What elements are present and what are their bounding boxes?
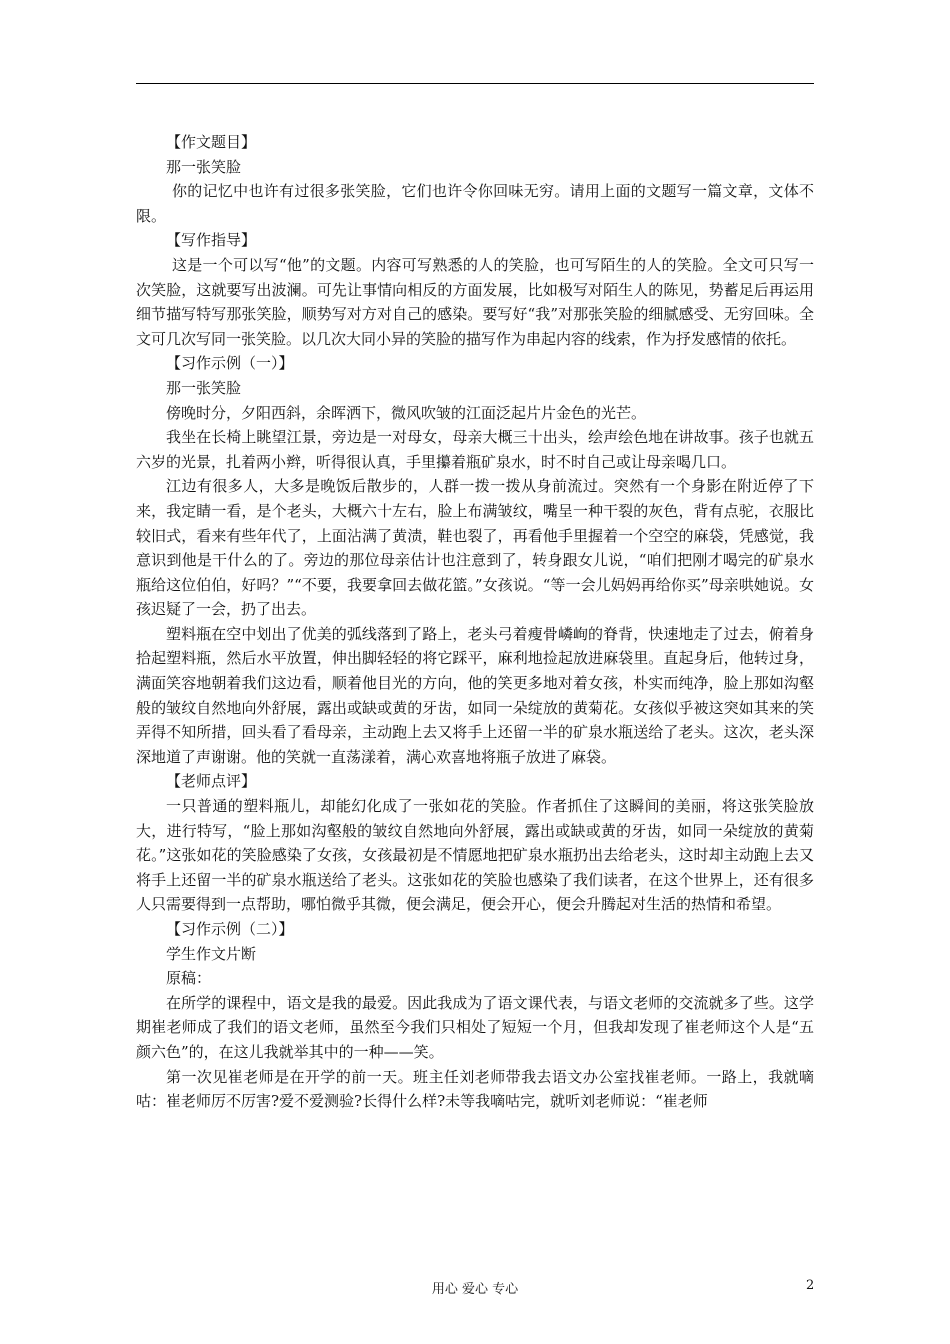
page-number: 2 (806, 1278, 815, 1293)
paragraph: 傍晚时分，夕阳西斜，余晖洒下，微风吹皱的江面泛起片片金色的光芒。 (166, 403, 647, 422)
section-heading: 【习作示例（一）】 (166, 354, 294, 373)
paragraph: 在所学的课程中，语文是我的最爱。因此我成为了语文课代表，与语文老师的交流就多了些。这学期崔老师成了我们的语文老师，虽然至今我们只相处了短短一个月，但我却发现了崔老师这个人是“五颜六色”的，在这儿我就举其中的一种——笑。 (136, 993, 814, 1061)
header-rule (136, 83, 814, 84)
section-heading: 【习作示例（二）】 (166, 920, 294, 938)
paragraph: 你的记忆中也许有过很多张笑脸，它们也许令你回味无穷。请用上面的文题写一篇文章，文体不限。 (136, 182, 814, 225)
paragraph: 一只普通的塑料瓶儿，却能幻化成了一张如花的笑脸。作者抓住了这瞬间的美丽，将这张笑脸放大，进行特写，“脸上那如沟壑般的皱纹自然地向外舒展，露出或缺或黄的牙齿，如同一朵绽放的黄菊花。”这张如花的笑脸感染了女孩，女孩最初是不情愿地把矿泉水瓶扔出去给老头，这时却主动跑上去又将手上还留一半的矿泉水瓶送给了老头。这张如花的笑脸也感染了我们读者，在这个世界上，还有很多人只需要得到一点帮助，哪怕微乎其微，便会满足，便会开心，便会升腾起对生活的热情和希望。 (136, 797, 814, 914)
paragraph: 我坐在长椅上眺望江景，旁边是一对母女，母亲大概三十出头，绘声绘色地在讲故事。孩子也就五六岁的光景，扎着两小辫，听得很认真，手里攥着瓶矿泉水，时不时自己或让母亲喝几口。 (136, 428, 814, 471)
title-line: 那一张笑脸 (166, 157, 242, 176)
paragraph: 塑料瓶在空中划出了优美的弧线落到了路上，老头弓着瘦骨嶙峋的脊背，快速地走了过去，俯着身拾起塑料瓶，然后水平放置，伸出脚轻轻的将它踩平，麻利地捡起放进麻袋里。直起身后，他转过身，满面笑容地朝着我们这边看，顺着他目光的方向，他的笑更多地对着女孩，朴实而纯净，脸上那如沟壑般的皱纹自然地向外舒展，露出或缺或黄的牙齿，如同一朵绽放的黄菊花。女孩似乎被这突如其来的笑弄得不知所措，回头看了看母亲，主动跑上去又将手上还留一半的矿泉水瓶送给了老头。这次，老头深深地道了声谢谢。他的笑就一直荡漾着，满心欢喜地将瓶子放进了麻袋。 (136, 624, 814, 766)
section-heading: 【老师点评】 (166, 772, 257, 791)
section-heading: 【作文题目】 (166, 133, 257, 151)
subtitle-line: 学生作文片断 (166, 944, 257, 963)
section-heading: 【写作指导】 (166, 231, 257, 250)
essay-title: 那一张笑脸 (166, 378, 242, 397)
paragraph: 这是一个可以写“他”的文题。内容可写熟悉的人的笑脸，也可写陌生的人的笑脸。全文可只写一次笑脸，这就要写出波澜。可先让事情向相反的方面发展，比如极写对陌生人的陈见，势蓄足后再运用细节描写特写那张笑脸，顺势写对方对自己的感染。要写好“我”对那张笑脸的细腻感受、无穷回味。全文可几次写同一张笑脸。以几次大同小异的笑脸的描写作为串起内容的线索，作为抒发感情的依托。 (136, 255, 814, 348)
paragraph: 江边有很多人，大多是晚饭后散步的，人群一拨一拨从身前流过。突然有一个身影在附近停了下来，我定睛一看，是个老头，大概六十左右，脸上布满皱纹，嘴呈一种干裂的灰色，背有点驼，衣服比较旧式，看来有些年代了，上面沾满了黄渍，鞋也裂了，再看他手里握着一个空空的麻袋，凭感觉，我意识到他是干什么的了。旁边的那位母亲估计也注意到了，转身跟女儿说，“咱们把刚才喝完的矿泉水瓶给这位伯伯，好吗？”“不要，我要拿回去做花篮。”女孩说。“等一会儿妈妈再给你买”母亲哄她说。女孩迟疑了一会，扔了出去。 (136, 477, 814, 619)
paragraph: 第一次见崔老师是在开学的前一天。班主任刘老师带我去语文办公室找崔老师。一路上，我就嘀咕：崔老师厉不厉害?爱不爱测验?长得什么样?未等我嘀咕完，就听刘老师说：“崔老师 (136, 1067, 814, 1111)
draft-label: 原稿： (166, 969, 212, 988)
footer-slogan: 用心 爱心 专心 (431, 1282, 519, 1297)
document-body (136, 130, 814, 1114)
